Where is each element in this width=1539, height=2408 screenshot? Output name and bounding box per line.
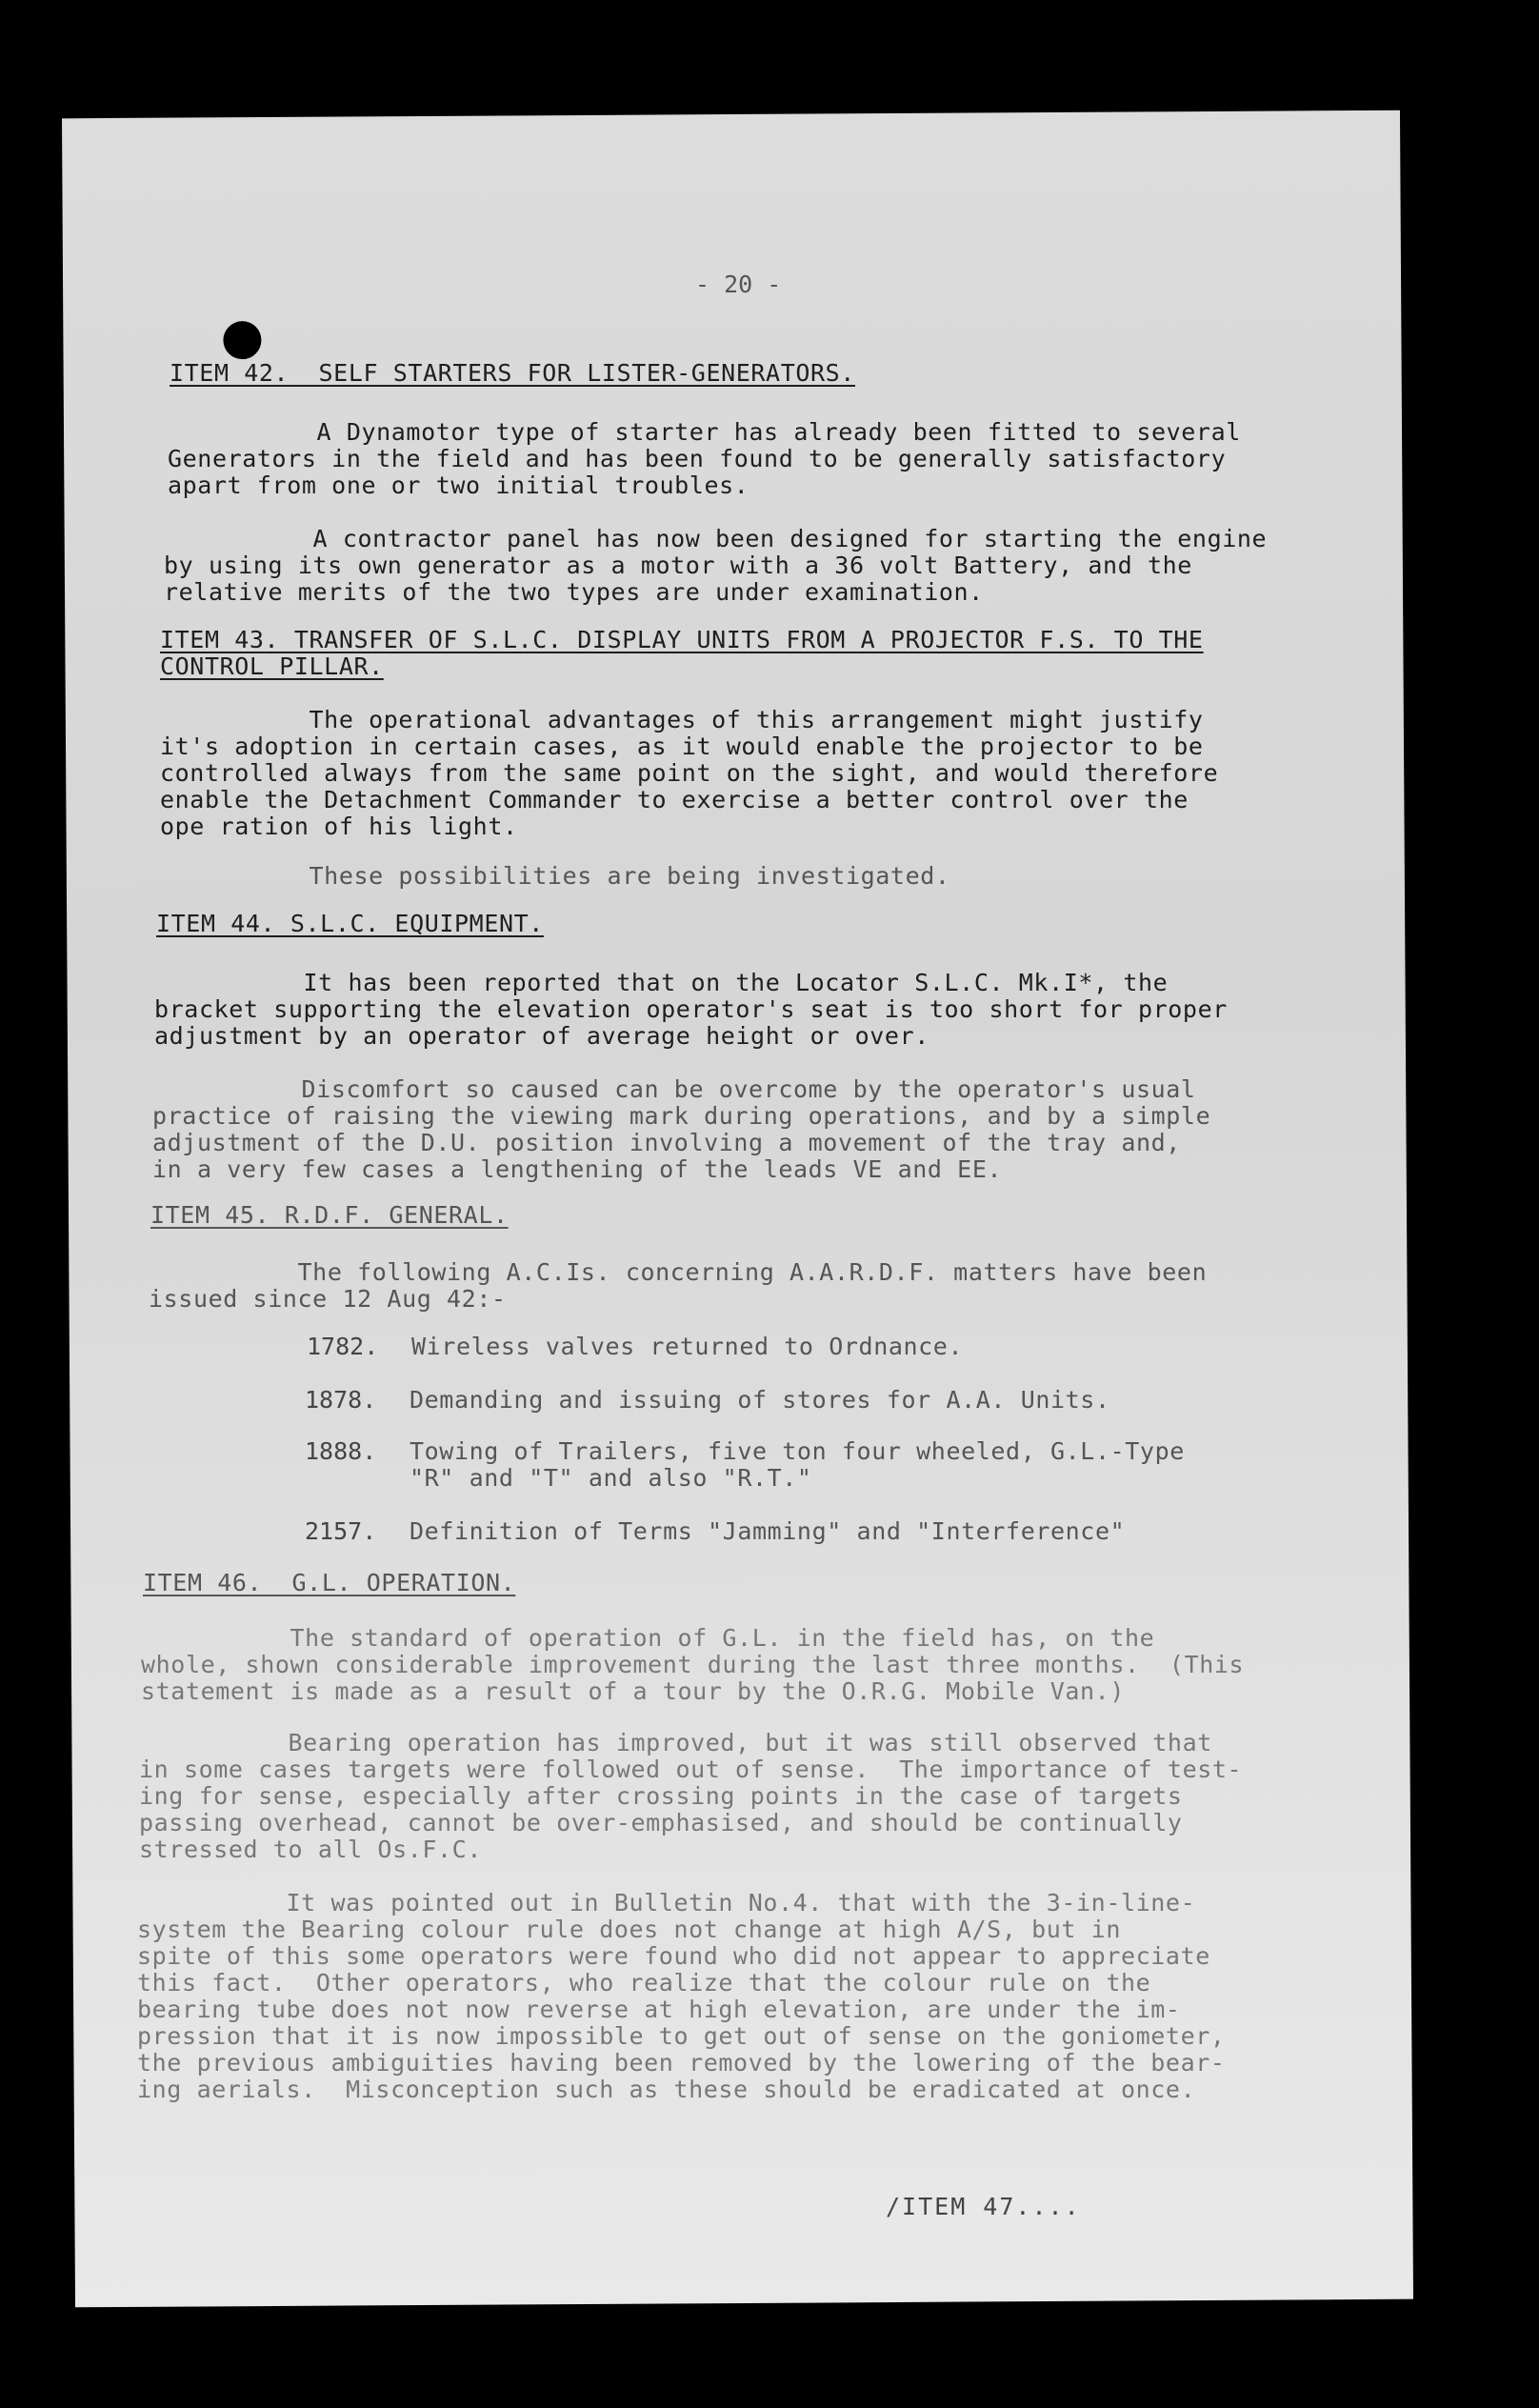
item43-heading: ITEM 43. TRANSFER OF S.L.C. DISPLAY UNITS FROM A PROJECTOR F.S. TO THE CONTROL PILLAR. bbox=[160, 626, 1204, 680]
item46-paragraph-2: Bearing operation has improved, but it was still observed that in some cases targets were followed out of sense. The importance of test- ing for sense, especially after crossing points in the case of targets passing overhead, cannot be over-emphasised, and should be continually stressed to all Os.F.C. bbox=[139, 1729, 1243, 1863]
item46-heading: ITEM 46. G.L. OPERATION. bbox=[143, 1569, 516, 1596]
item42-paragraph-2: A contractor panel has now been designed for starting the engine by using its own generator as a motor with a 36 volt Battery, and the relative merits of the two types are under examination. bbox=[164, 525, 1268, 606]
item44-heading: ITEM 44. S.L.C. EQUIPMENT. bbox=[156, 910, 544, 937]
item43-paragraph-2: These possibilities are being investigated. bbox=[160, 862, 950, 890]
punch-hole bbox=[223, 321, 261, 359]
aci-number: 1878. bbox=[305, 1386, 377, 1414]
aci-number: 1888. bbox=[305, 1437, 377, 1465]
item42-paragraph-1: A Dynamotor type of starter has already been fitted to several Generators in the field and has been found to be generally satisfactory apart from one or two initial troubles. bbox=[168, 418, 1241, 499]
item46-paragraph-3: It was pointed out in Bulletin No.4. that with the 3-in-line- system the Bearing colour rule does not change at high A/S, but in spite of this some operators were found who did not appear to appreciate this fact. Other operators, who realize that the colour rule on the bearing tube does not now reverse at high elevation, are under the im- pression that it is now impossible to get out of sense on the goniometer, the previous ambiguities having been removed by the lowering of the bear- ing aerials. Misconception such as these should be eradicated at once. bbox=[137, 1889, 1226, 2103]
item46-paragraph-1: The standard of operation of G.L. in the field has, on the whole, shown considerable improvement during the last three months. (This statement is made as a result of a tour by the O.R.G. Mobile Van.) bbox=[141, 1624, 1245, 1705]
item44-paragraph-2: Discomfort so caused can be overcome by the operator's usual practice of raising the viewing mark during operations, and by a simple adjustment of the D.U. position involving a movement of the tray and, in a very few cases a lengthening of the leads VE and EE. bbox=[152, 1075, 1211, 1183]
aci-number: 1782. bbox=[307, 1333, 379, 1360]
item45-paragraph-1: The following A.C.Is. concerning A.A.R.D.F. matters have been issued since 12 Aug 42:- bbox=[149, 1258, 1208, 1313]
aci-text: Demanding and issuing of stores for A.A. Units. bbox=[410, 1386, 1110, 1414]
aci-number: 2157. bbox=[305, 1517, 377, 1545]
item45-heading: ITEM 45. R.D.F. GENERAL. bbox=[150, 1201, 509, 1229]
aci-text: Towing of Trailers, five ton four wheeled, G.L.-Type "R" and "T" and also "R.T." bbox=[410, 1437, 1185, 1492]
page-number: - 20 - bbox=[695, 271, 782, 298]
continuation-footer: /ITEM 47.... bbox=[886, 2193, 1081, 2220]
item43-paragraph-1: The operational advantages of this arrangement might justify it's adoption in certain cases, as it would enable the projector to be controlled always from the same point on the sight, and would therefore enable the Detachment Commander to exercise a better control over the ope ration of his light. bbox=[160, 706, 1219, 840]
item44-paragraph-1: It has been reported that on the Locator S.L.C. Mk.I*, the bracket supporting the elevation operator's seat is too short for proper adjustment by an operator of average height or over. bbox=[154, 969, 1228, 1050]
aci-text: Wireless valves returned to Ordnance. bbox=[411, 1333, 964, 1360]
item42-heading: ITEM 42. SELF STARTERS FOR LISTER-GENERATORS. bbox=[170, 359, 855, 387]
aci-text: Definition of Terms "Jamming" and "Interference" bbox=[410, 1517, 1126, 1545]
